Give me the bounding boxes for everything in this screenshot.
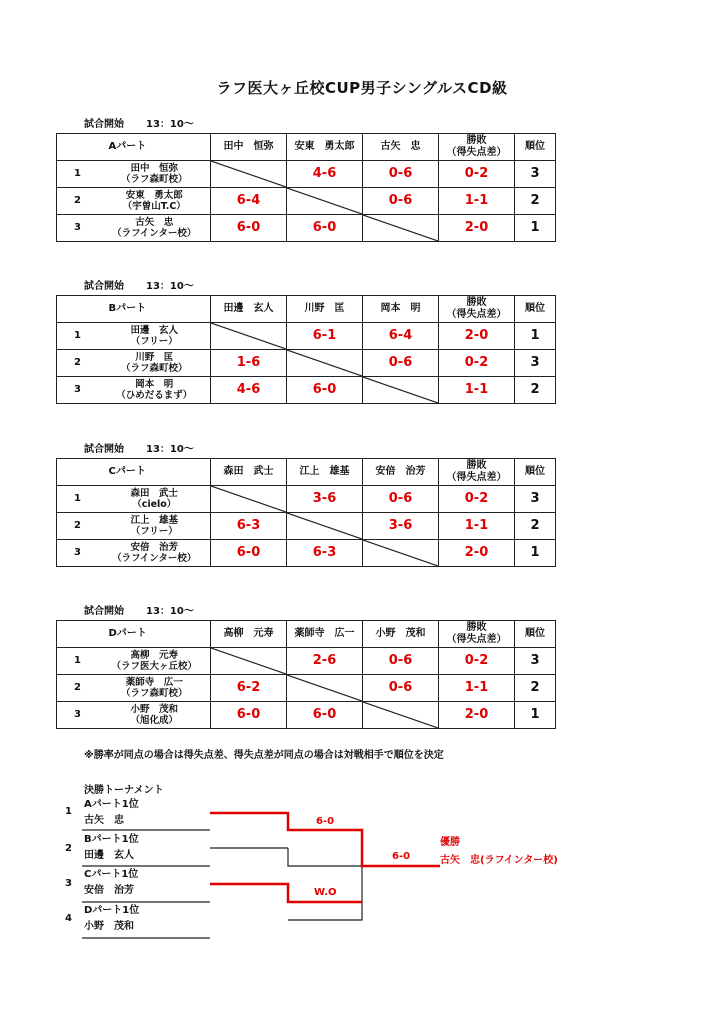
player-club: （フリー） <box>130 336 178 347</box>
player-name: 薬師寺 広一 <box>125 677 183 688</box>
entry-name: 古矢 忠 <box>84 815 124 826</box>
player-number: 2 <box>57 513 99 540</box>
match-score: 6-0 <box>211 702 287 729</box>
match-score: 6-0 <box>211 215 287 242</box>
start-label-text: 試合開始 <box>84 281 124 292</box>
match-score: 6-4 <box>211 188 287 215</box>
match-score: 0-6 <box>363 675 439 702</box>
player-number: 1 <box>57 323 99 350</box>
player-club: （宇曽山T.C） <box>122 201 186 212</box>
match-score: 3-6 <box>363 513 439 540</box>
entry-part: Bパート1位 <box>84 834 139 845</box>
match-score: 6-3 <box>211 513 287 540</box>
player-club: （cielo） <box>132 499 177 510</box>
match-score: 2-6 <box>287 648 363 675</box>
player-club: （ラフ森町校） <box>120 174 188 185</box>
win-loss-label: 勝敗 <box>466 622 487 633</box>
match-score: 6-0 <box>287 215 363 242</box>
win-loss-value: 1-1 <box>439 675 515 702</box>
seed-number: 4 <box>65 913 72 924</box>
player-club: （フリー） <box>130 526 178 537</box>
match-score: 6-0 <box>287 377 363 404</box>
part-label: Cパート <box>99 459 211 486</box>
part-label: Aパート <box>99 134 211 161</box>
player-number: 3 <box>57 702 99 729</box>
opponent-header: 安東 勇太郎 <box>287 134 363 161</box>
win-loss-value: 1-1 <box>439 377 515 404</box>
start-time: 13：10～ <box>146 119 194 130</box>
opponent-header: 安倍 治芳 <box>363 459 439 486</box>
match-score: 0-6 <box>363 161 439 188</box>
player-name: 小野 茂和 <box>130 704 178 715</box>
player-number: 2 <box>57 188 99 215</box>
win-loss-value: 1-1 <box>439 188 515 215</box>
player-club: （ラフ森町校） <box>120 688 188 699</box>
player-number: 3 <box>57 377 99 404</box>
opponent-header: 高柳 元寿 <box>211 621 287 648</box>
player-club: （ラフ森町校） <box>120 363 188 374</box>
start-time: 13：10～ <box>146 281 194 292</box>
player-name: 田邊 玄人 <box>130 325 178 336</box>
player-number: 1 <box>57 161 99 188</box>
start-label-text: 試合開始 <box>84 119 124 130</box>
player-name: 高柳 元寿 <box>130 650 178 661</box>
opponent-header: 古矢 忠 <box>363 134 439 161</box>
match-score: 6-2 <box>211 675 287 702</box>
match-score: 1-6 <box>211 350 287 377</box>
point-diff-label: （得失点差） <box>446 309 507 320</box>
opponent-header: 小野 茂和 <box>363 621 439 648</box>
player-name: 安倍 治芳 <box>130 542 178 553</box>
champion-name: 古矢 忠(ラフインター校) <box>440 855 558 866</box>
player-name: 川野 匡 <box>135 352 174 363</box>
player-club: （ラフ医大ヶ丘校） <box>111 661 197 672</box>
rank-value: 3 <box>515 161 556 188</box>
part-label: Dパート <box>99 621 211 648</box>
rank-value: 1 <box>515 323 556 350</box>
rank-value: 2 <box>515 675 556 702</box>
player-number: 1 <box>57 486 99 513</box>
player-name: 森田 武士 <box>130 488 178 499</box>
rank-value: 1 <box>515 702 556 729</box>
semifinal-1-score: 6-0 <box>316 816 335 827</box>
player-number: 3 <box>57 540 99 567</box>
match-score: 6-0 <box>211 540 287 567</box>
player-club: （ラフインター校） <box>112 553 197 564</box>
rank-value: 3 <box>515 350 556 377</box>
rank-value: 2 <box>515 188 556 215</box>
player-name: 古矢 忠 <box>135 217 174 228</box>
opponent-header: 森田 武士 <box>211 459 287 486</box>
rank-value: 2 <box>515 377 556 404</box>
rank-header: 順位 <box>515 296 556 323</box>
player-number: 2 <box>57 675 99 702</box>
rank-value: 3 <box>515 648 556 675</box>
tournament-title: 決勝トーナメント <box>84 785 164 796</box>
match-score: 0-6 <box>363 486 439 513</box>
player-club: （ひめだるまず） <box>116 390 193 401</box>
entry-name: 小野 茂和 <box>84 921 134 932</box>
rank-header: 順位 <box>515 134 556 161</box>
match-score: 6-4 <box>363 323 439 350</box>
start-time: 13：10～ <box>146 606 194 617</box>
win-loss-label: 勝敗 <box>466 460 487 471</box>
entry-name: 田邊 玄人 <box>84 850 134 861</box>
entry-part: Cパート1位 <box>84 869 139 880</box>
win-loss-value: 1-1 <box>439 513 515 540</box>
opponent-header: 川野 匡 <box>287 296 363 323</box>
match-score: 3-6 <box>287 486 363 513</box>
player-number: 3 <box>57 215 99 242</box>
champion-label: 優勝 <box>440 837 460 848</box>
player-club: （ラフインター校） <box>112 228 197 239</box>
match-score: 4-6 <box>211 377 287 404</box>
match-score: 6-1 <box>287 323 363 350</box>
point-diff-label: （得失点差） <box>446 147 507 158</box>
rank-header: 順位 <box>515 459 556 486</box>
player-name: 江上 雄基 <box>130 515 178 526</box>
player-number: 2 <box>57 350 99 377</box>
start-label-text: 試合開始 <box>84 606 124 617</box>
match-score: 6-0 <box>287 702 363 729</box>
rank-value: 2 <box>515 513 556 540</box>
entry-name: 安倍 治芳 <box>84 885 134 896</box>
win-loss-value: 0-2 <box>439 350 515 377</box>
page-title: ラフ医大ヶ丘校CUP男子シングルスCD級 <box>216 79 508 97</box>
start-label-text: 試合開始 <box>84 444 124 455</box>
match-score: 0-6 <box>363 188 439 215</box>
win-loss-value: 0-2 <box>439 486 515 513</box>
final-score: 6-0 <box>392 851 411 862</box>
seed-number: 1 <box>65 806 72 817</box>
rank-value: 1 <box>515 215 556 242</box>
opponent-header: 江上 雄基 <box>287 459 363 486</box>
seed-number: 3 <box>65 878 72 889</box>
rank-value: 3 <box>515 486 556 513</box>
match-score: 0-6 <box>363 350 439 377</box>
win-loss-value: 0-2 <box>439 648 515 675</box>
player-name: 安東 勇太郎 <box>125 190 183 201</box>
opponent-header: 岡本 明 <box>363 296 439 323</box>
entry-part: Dパート1位 <box>84 905 140 916</box>
part-label: Bパート <box>99 296 211 323</box>
player-name: 岡本 明 <box>135 379 174 390</box>
player-number: 1 <box>57 648 99 675</box>
win-loss-label: 勝敗 <box>466 135 487 146</box>
rank-value: 1 <box>515 540 556 567</box>
match-score: 6-3 <box>287 540 363 567</box>
match-score: 0-6 <box>363 648 439 675</box>
win-loss-value: 2-0 <box>439 540 515 567</box>
win-loss-value: 2-0 <box>439 702 515 729</box>
win-loss-value: 2-0 <box>439 215 515 242</box>
rank-header: 順位 <box>515 621 556 648</box>
semifinal-2-score: W.O <box>314 887 337 898</box>
tiebreak-note: ※勝率が同点の場合は得失点差、得失点差が同点の場合は対戦相手で順位を決定 <box>84 750 444 761</box>
opponent-header: 田中 恒弥 <box>211 134 287 161</box>
seed-number: 2 <box>65 843 72 854</box>
start-time: 13：10～ <box>146 444 194 455</box>
win-loss-value: 0-2 <box>439 161 515 188</box>
entry-part: Aパート1位 <box>84 799 139 810</box>
win-loss-value: 2-0 <box>439 323 515 350</box>
point-diff-label: （得失点差） <box>446 472 507 483</box>
match-score: 4-6 <box>287 161 363 188</box>
opponent-header: 薬師寺 広一 <box>287 621 363 648</box>
opponent-header: 田邊 玄人 <box>211 296 287 323</box>
player-name: 田中 恒弥 <box>130 163 178 174</box>
player-club: （旭化成） <box>130 715 178 726</box>
point-diff-label: （得失点差） <box>446 634 507 645</box>
win-loss-label: 勝敗 <box>466 297 487 308</box>
